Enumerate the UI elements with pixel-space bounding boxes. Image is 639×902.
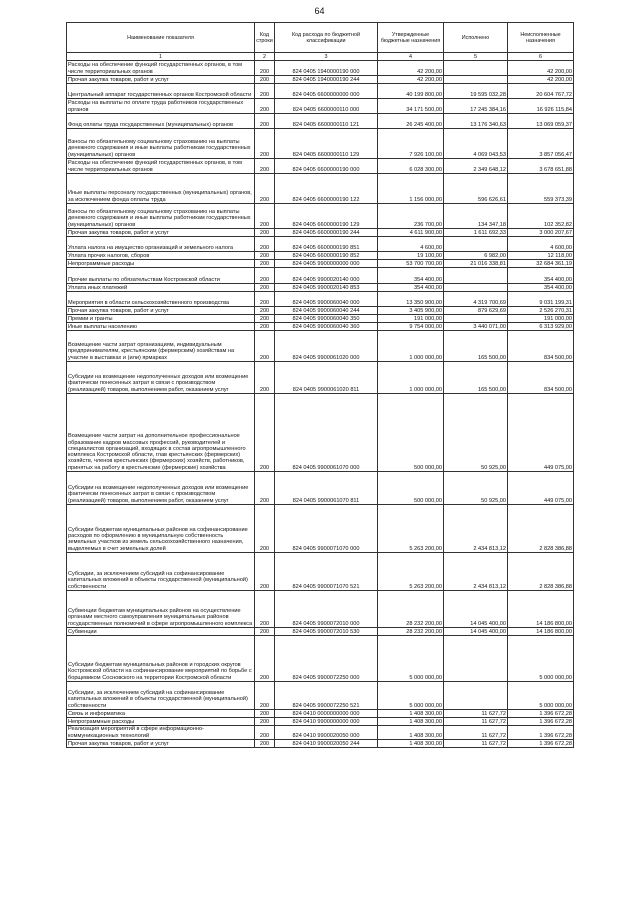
- row-budget-code: 824 0405 9900072250 521: [275, 682, 378, 710]
- table-row: [67, 718, 574, 726]
- table-row: [67, 159, 574, 174]
- row-budget-code: 824 0405 6600000110 000: [275, 99, 378, 114]
- row-executed: 6 982,00: [444, 252, 508, 260]
- row-remaining: 4 600,00: [508, 237, 574, 252]
- row-remaining: 449 075,00: [508, 394, 574, 472]
- row-budget-code: 824 0405 9900072010 000: [275, 591, 378, 628]
- header-row: [67, 23, 574, 53]
- row-approved: 4 611 900,00: [378, 229, 444, 237]
- row-line-code: 200: [255, 114, 275, 129]
- row-budget-code: 824 0405 6600000190 244: [275, 229, 378, 237]
- row-budget-code: 824 0405 9900060040 000: [275, 292, 378, 307]
- row-approved: 1 156 000,00: [378, 174, 444, 204]
- row-approved: 500 000,00: [378, 394, 444, 472]
- row-line-code: 200: [255, 505, 275, 553]
- row-executed: 165 500,00: [444, 331, 508, 362]
- table-row: [67, 114, 574, 129]
- row-executed: 134 347,18: [444, 204, 508, 229]
- row-remaining: 354 400,00: [508, 284, 574, 292]
- row-budget-code: 824 0410 9900020050 000: [275, 726, 378, 740]
- row-remaining: 449 075,00: [508, 472, 574, 505]
- row-name: Уплата налога на имущество организаций и земельного налога: [67, 237, 255, 252]
- row-approved: 5 000 000,00: [378, 636, 444, 682]
- row-executed: 2 434 813,12: [444, 553, 508, 591]
- row-executed: 13 176 340,63: [444, 114, 508, 129]
- row-budget-code: 824 0405 9900061020 811: [275, 362, 378, 394]
- row-budget-code: 824 0405 1940000190 000: [275, 61, 378, 76]
- row-executed: 50 925,00: [444, 472, 508, 505]
- row-budget-code: 824 0405 6600000190 851: [275, 237, 378, 252]
- table-row: [67, 174, 574, 204]
- row-approved: 4 600,00: [378, 237, 444, 252]
- table-row: [67, 229, 574, 237]
- table-row: [67, 726, 574, 740]
- row-executed: [444, 284, 508, 292]
- row-remaining: 16 926 115,84: [508, 99, 574, 114]
- row-line-code: 200: [255, 129, 275, 159]
- row-remaining: 834 500,00: [508, 362, 574, 394]
- row-remaining: 3 678 651,88: [508, 159, 574, 174]
- row-executed: [444, 237, 508, 252]
- row-remaining: 1 396 672,28: [508, 726, 574, 740]
- row-budget-code: 824 0405 9900000000 000: [275, 260, 378, 268]
- row-budget-code: 824 0405 9900071070 521: [275, 553, 378, 591]
- row-budget-code: 824 0405 9900060040 244: [275, 307, 378, 315]
- table-row: [67, 61, 574, 76]
- row-remaining: 12 118,00: [508, 252, 574, 260]
- row-executed: [444, 682, 508, 710]
- row-name: Субсидии на возмещение недополученных доходов или возмещение фактически понесенных затрат в связи с производством (реализацией) товаров, выполнением работ, оказанием услуг: [67, 362, 255, 394]
- col-number: 4: [378, 53, 444, 61]
- row-remaining: 3 857 056,47: [508, 129, 574, 159]
- table-row: [67, 260, 574, 268]
- row-line-code: 200: [255, 284, 275, 292]
- row-remaining: 2 828 386,88: [508, 505, 574, 553]
- row-approved: 9 754 000,00: [378, 323, 444, 331]
- column-number-row: [67, 53, 574, 61]
- row-name: Уплата прочих налогов, сборов: [67, 252, 255, 260]
- row-name: Субсидии бюджетам муниципальных районов на софинансирование расходов по оформлению в муниципальную собственность земельных участков из земель сельскохозяйственного назначения, выделяемых в счет земельных долей: [67, 505, 255, 553]
- row-executed: 4 319 700,69: [444, 292, 508, 307]
- row-line-code: 200: [255, 76, 275, 84]
- row-budget-code: 824 0405 9900020140 000: [275, 268, 378, 284]
- row-name: Возмещение части затрат на дополнительное профессиональное образование кадров массовых профессий, руководителей и специалистов организаций, входящих в состав агропромышленного комплекса Костромской области, глав крестьянских (фермерских) хозяйств, членов крестьянских (фермерских) хозяйств, работников, принятых на работу в крестьянские (фермерские) хозяйства: [67, 394, 255, 472]
- row-approved: 28 232 200,00: [378, 628, 444, 636]
- table-row: [67, 315, 574, 323]
- row-name: Субсидии, за исключением субсидий на софинансирование капитальных вложений в объекты государственной (муниципальной) собственности: [67, 553, 255, 591]
- row-remaining: 3 000 207,67: [508, 229, 574, 237]
- header-code: Код расхода по бюджетной классификации: [275, 23, 378, 53]
- row-approved: 3 405 900,00: [378, 307, 444, 315]
- row-executed: [444, 61, 508, 76]
- header-remaining: Неисполненные назначения: [508, 23, 574, 53]
- row-executed: 1 611 692,33: [444, 229, 508, 237]
- row-name: Расходы на выплаты по оплате труда работников государственных органов: [67, 99, 255, 114]
- row-name: Возмещение части затрат организациям, индивидуальным предпринимателям, крестьянским (фермерским) хозяйствам на участие в выставках и (или) ярмарках: [67, 331, 255, 362]
- col-number: 3: [275, 53, 378, 61]
- row-name: Реализация мероприятий в сфере информационно-коммуникационных технологий: [67, 726, 255, 740]
- row-budget-code: 824 0405 6600000110 121: [275, 114, 378, 129]
- row-approved: 1 000 000,00: [378, 331, 444, 362]
- row-line-code: 200: [255, 472, 275, 505]
- row-approved: 354 400,00: [378, 284, 444, 292]
- row-line-code: 200: [255, 252, 275, 260]
- row-line-code: 200: [255, 331, 275, 362]
- row-approved: 53 700 700,00: [378, 260, 444, 268]
- row-budget-code: 824 0405 9900072250 000: [275, 636, 378, 682]
- table-row: [67, 591, 574, 628]
- header-approved: Утвержденные бюджетные назначения: [378, 23, 444, 53]
- row-line-code: 200: [255, 718, 275, 726]
- table-row: [67, 628, 574, 636]
- row-approved: 191 000,00: [378, 315, 444, 323]
- row-budget-code: 824 0405 6600000190 122: [275, 174, 378, 204]
- row-name: Взносы по обязательному социальному страхованию на выплаты денежного содержания и иные выплаты работникам государственных (муниципальных) органов: [67, 204, 255, 229]
- row-remaining: 20 604 767,72: [508, 84, 574, 99]
- page-number: 64: [314, 6, 325, 16]
- row-executed: 50 925,00: [444, 394, 508, 472]
- row-line-code: 200: [255, 710, 275, 718]
- row-name: Центральный аппарат государственных органов Костромской области: [67, 84, 255, 99]
- row-remaining: 42 200,00: [508, 76, 574, 84]
- row-executed: 4 069 043,53: [444, 129, 508, 159]
- table-row: [67, 268, 574, 284]
- row-name: Взносы по обязательному социальному страхованию на выплаты денежного содержания и иные выплаты работникам государственных (муниципальных) органов: [67, 129, 255, 159]
- table-row: [67, 472, 574, 505]
- row-approved: 19 100,00: [378, 252, 444, 260]
- row-budget-code: 824 0405 9900072010 530: [275, 628, 378, 636]
- row-approved: 34 171 500,00: [378, 99, 444, 114]
- row-remaining: 13 069 059,37: [508, 114, 574, 129]
- table-row: [67, 292, 574, 307]
- budget-table: [66, 22, 574, 748]
- row-approved: 13 350 900,00: [378, 292, 444, 307]
- col-number: 6: [508, 53, 574, 61]
- row-remaining: 102 352,82: [508, 204, 574, 229]
- row-budget-code: 824 0405 9900060040 350: [275, 315, 378, 323]
- row-remaining: 191 000,00: [508, 315, 574, 323]
- row-line-code: 200: [255, 268, 275, 284]
- row-name: Прочая закупка товаров, работ и услуг: [67, 229, 255, 237]
- row-budget-code: 824 0405 6600000190 000: [275, 159, 378, 174]
- row-approved: 500 000,00: [378, 472, 444, 505]
- row-executed: [444, 268, 508, 284]
- row-remaining: 1 396 672,28: [508, 740, 574, 748]
- table-row: [67, 682, 574, 710]
- header-executed: Исполнено: [444, 23, 508, 53]
- row-line-code: 200: [255, 740, 275, 748]
- row-name: Непрограммные расходы: [67, 718, 255, 726]
- row-approved: 1 408 300,00: [378, 718, 444, 726]
- row-remaining: 354 400,00: [508, 268, 574, 284]
- row-remaining: 6 313 929,00: [508, 323, 574, 331]
- row-name: Расходы на обеспечение функций государственных органов, в том числе территориальных органов: [67, 61, 255, 76]
- row-executed: 3 440 071,00: [444, 323, 508, 331]
- row-line-code: 200: [255, 61, 275, 76]
- row-name: Субсидии, за исключением субсидий на софинансирование капитальных вложений в объекты государственной (муниципальной) собственности: [67, 682, 255, 710]
- row-remaining: 1 396 672,28: [508, 710, 574, 718]
- row-executed: 11 627,72: [444, 726, 508, 740]
- row-approved: 236 700,00: [378, 204, 444, 229]
- row-line-code: 200: [255, 174, 275, 204]
- row-approved: 6 028 300,00: [378, 159, 444, 174]
- row-line-code: 200: [255, 394, 275, 472]
- col-number: 2: [255, 53, 275, 61]
- row-line-code: 200: [255, 307, 275, 315]
- row-name: Субвенции: [67, 628, 255, 636]
- row-remaining: 14 186 800,00: [508, 591, 574, 628]
- row-line-code: 200: [255, 84, 275, 99]
- row-line-code: 200: [255, 237, 275, 252]
- row-budget-code: 824 0410 9900020050 244: [275, 740, 378, 748]
- row-budget-code: 824 0405 9900060040 360: [275, 323, 378, 331]
- row-approved: 1 408 300,00: [378, 726, 444, 740]
- row-executed: 165 500,00: [444, 362, 508, 394]
- row-executed: 11 627,72: [444, 740, 508, 748]
- row-executed: 11 627,72: [444, 718, 508, 726]
- row-budget-code: 824 0405 6600000190 852: [275, 252, 378, 260]
- row-line-code: 200: [255, 682, 275, 710]
- row-executed: 2 434 813,12: [444, 505, 508, 553]
- row-budget-code: 824 0405 9900020140 853: [275, 284, 378, 292]
- col-number: 1: [67, 53, 255, 61]
- row-line-code: 200: [255, 726, 275, 740]
- row-remaining: 834 500,00: [508, 331, 574, 362]
- row-line-code: 200: [255, 628, 275, 636]
- table-row: [67, 710, 574, 718]
- row-remaining: 2 526 270,31: [508, 307, 574, 315]
- row-remaining: 5 000 000,00: [508, 636, 574, 682]
- row-name: Мероприятия в области сельскохозяйственного производства: [67, 292, 255, 307]
- row-name: Субвенции бюджетам муниципальных районов на осуществление органами местного самоуправления муниципальных районов государственных полномочий в сфере агропромышленного комплекса: [67, 591, 255, 628]
- row-executed: [444, 636, 508, 682]
- table-row: [67, 331, 574, 362]
- row-name: Премии и гранты: [67, 315, 255, 323]
- table-row: [67, 394, 574, 472]
- row-remaining: 5 000 000,00: [508, 682, 574, 710]
- row-approved: 1 000 000,00: [378, 362, 444, 394]
- row-budget-code: 824 0405 6600000000 000: [275, 84, 378, 99]
- row-line-code: 200: [255, 260, 275, 268]
- row-budget-code: 824 0405 9900071070 000: [275, 505, 378, 553]
- row-executed: 19 595 032,28: [444, 84, 508, 99]
- row-line-code: 200: [255, 229, 275, 237]
- row-name: Прочие выплаты по обязательствам Костромской области: [67, 268, 255, 284]
- row-line-code: 200: [255, 591, 275, 628]
- row-executed: 14 045 400,00: [444, 628, 508, 636]
- row-approved: 28 232 200,00: [378, 591, 444, 628]
- row-approved: 1 408 300,00: [378, 710, 444, 718]
- table-body: [67, 61, 574, 748]
- row-executed: 879 629,69: [444, 307, 508, 315]
- table-row: [67, 323, 574, 331]
- row-name: Прочая закупка товаров, работ и услуг: [67, 307, 255, 315]
- row-budget-code: 824 0405 9900061020 000: [275, 331, 378, 362]
- table-row: [67, 204, 574, 229]
- row-approved: 7 926 100,00: [378, 129, 444, 159]
- row-name: Субсидии на возмещение недополученных доходов или возмещение фактически понесенных затрат в связи с производством (реализацией) товаров, выполнением работ, оказанием услуг: [67, 472, 255, 505]
- row-remaining: 32 684 361,19: [508, 260, 574, 268]
- table-row: [67, 553, 574, 591]
- row-approved: 26 245 400,00: [378, 114, 444, 129]
- row-approved: 5 000 000,00: [378, 682, 444, 710]
- table-row: [67, 99, 574, 114]
- row-approved: 354 400,00: [378, 268, 444, 284]
- row-line-code: 200: [255, 292, 275, 307]
- row-line-code: 200: [255, 362, 275, 394]
- row-line-code: 200: [255, 99, 275, 114]
- row-executed: 2 349 648,12: [444, 159, 508, 174]
- col-number: 5: [444, 53, 508, 61]
- row-line-code: 200: [255, 159, 275, 174]
- header-name: Наименование показателя: [67, 23, 255, 53]
- row-approved: 40 199 800,00: [378, 84, 444, 99]
- row-executed: 11 627,72: [444, 710, 508, 718]
- row-executed: [444, 315, 508, 323]
- row-budget-code: 824 0410 0000000000 000: [275, 710, 378, 718]
- row-name: Прочая закупка товаров, работ и услуг: [67, 76, 255, 84]
- row-budget-code: 824 0405 1940000190 244: [275, 76, 378, 84]
- row-remaining: 2 828 386,88: [508, 553, 574, 591]
- header-line: Код строки: [255, 23, 275, 53]
- table-row: [67, 252, 574, 260]
- row-name: Расходы на обеспечение функций государственных органов, в том числе территориальных органов: [67, 159, 255, 174]
- table-row: [67, 740, 574, 748]
- row-name: Фонд оплаты труда государственных (муниципальных) органов: [67, 114, 255, 129]
- row-budget-code: 824 0405 6600000190 129: [275, 204, 378, 229]
- table-row: [67, 362, 574, 394]
- row-name: Иные выплаты персоналу государственных (муниципальных) органов, за исключением фонда оплаты труда: [67, 174, 255, 204]
- row-name: Уплата иных платежей: [67, 284, 255, 292]
- row-executed: 21 016 338,81: [444, 260, 508, 268]
- row-executed: 17 245 384,16: [444, 99, 508, 114]
- row-line-code: 200: [255, 553, 275, 591]
- row-remaining: 42 200,00: [508, 61, 574, 76]
- row-name: Прочая закупка товаров, работ и услуг: [67, 740, 255, 748]
- row-remaining: 14 186 800,00: [508, 628, 574, 636]
- row-executed: 596 626,61: [444, 174, 508, 204]
- row-line-code: 200: [255, 636, 275, 682]
- row-executed: [444, 76, 508, 84]
- table-row: [67, 284, 574, 292]
- table-row: [67, 237, 574, 252]
- row-line-code: 200: [255, 315, 275, 323]
- row-name: Непрограммные расходы: [67, 260, 255, 268]
- row-budget-code: 824 0405 6600000110 129: [275, 129, 378, 159]
- row-remaining: 559 373,39: [508, 174, 574, 204]
- table-row: [67, 636, 574, 682]
- row-budget-code: 824 0405 9900061070 811: [275, 472, 378, 505]
- table-row: [67, 84, 574, 99]
- row-name: Иные выплаты населению: [67, 323, 255, 331]
- table-row: [67, 307, 574, 315]
- row-approved: 1 408 300,00: [378, 740, 444, 748]
- row-executed: 14 045 400,00: [444, 591, 508, 628]
- row-approved: 5 263 200,00: [378, 505, 444, 553]
- table-row: [67, 129, 574, 159]
- table-row: [67, 76, 574, 84]
- row-line-code: 200: [255, 323, 275, 331]
- row-remaining: 9 031 199,31: [508, 292, 574, 307]
- row-approved: 5 263 200,00: [378, 553, 444, 591]
- row-name: Субсидии бюджетам муниципальных районов и городских округов Костромской области на софинансирование мероприятий по борьбе с борщевиком Сосновского на территории Костромской области: [67, 636, 255, 682]
- row-remaining: 1 396 672,28: [508, 718, 574, 726]
- row-line-code: 200: [255, 204, 275, 229]
- row-approved: 42 200,00: [378, 61, 444, 76]
- row-budget-code: 824 0410 9900000000 000: [275, 718, 378, 726]
- row-budget-code: 824 0405 9900061070 000: [275, 394, 378, 472]
- table-row: [67, 505, 574, 553]
- row-name: Связь и информатика: [67, 710, 255, 718]
- row-approved: 42 200,00: [378, 76, 444, 84]
